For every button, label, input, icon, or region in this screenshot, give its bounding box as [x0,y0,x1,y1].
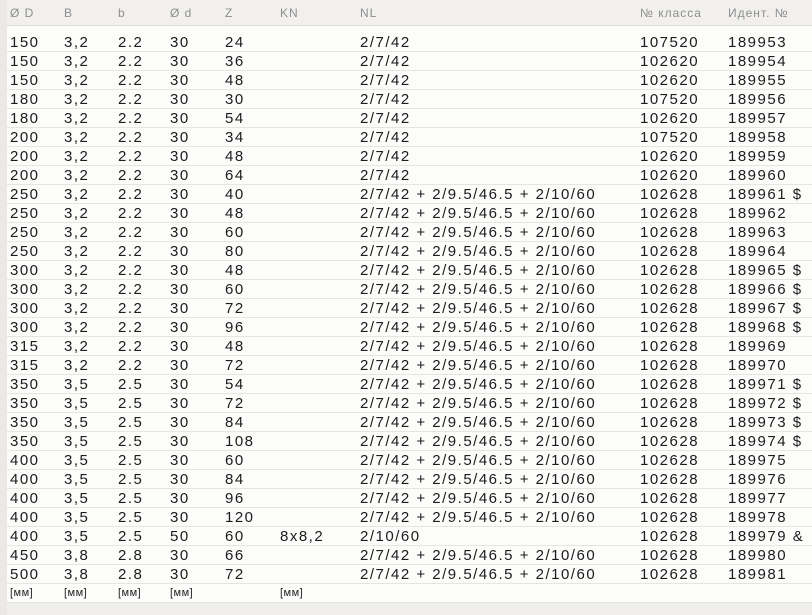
cell-b: 2.2 [118,261,144,279]
cell-d_outer: 315 [10,356,40,374]
cell-d_outer: 300 [10,299,40,317]
cell-B: 3,2 [64,90,90,108]
cell-class_no: 102628 [640,451,700,469]
cell-d_bore: 30 [170,242,190,260]
table-header-row [7,0,812,26]
cell-b: 2.2 [118,204,144,222]
unit-b: [мм] [118,587,142,599]
cell-NL: 2/7/42 + 2/9.5/46.5 + 2/10/60 [360,261,597,279]
table-row [7,489,812,508]
cell-ident_no: 189967 $ [728,299,803,317]
cell-Z: 64 [225,166,245,184]
cell-d_outer: 350 [10,432,40,450]
cell-ident_no: 189956 [728,90,788,108]
cell-Z: 96 [225,489,245,507]
cell-d_bore: 30 [170,546,190,564]
table-row [7,185,812,204]
cell-d_outer: 400 [10,527,40,545]
table-row [7,204,812,223]
unit-B: [мм] [64,587,88,599]
cell-NL: 2/7/42 [360,71,411,89]
cell-KN: 8x8,2 [280,527,325,545]
cell-Z: 48 [225,147,245,165]
table-row [7,527,812,546]
cell-B: 3,8 [64,546,90,564]
table-row [7,71,812,90]
cell-d_bore: 30 [170,52,190,70]
cell-Z: 60 [225,451,245,469]
cell-class_no: 102628 [640,546,700,564]
cell-ident_no: 189975 [728,451,788,469]
cell-NL: 2/7/42 + 2/9.5/46.5 + 2/10/60 [360,375,597,393]
table-row [7,33,812,52]
cell-b: 2.2 [118,166,144,184]
cell-b: 2.5 [118,432,144,450]
cell-d_bore: 30 [170,451,190,469]
cell-B: 3,2 [64,52,90,70]
cell-B: 3,5 [64,375,90,393]
cell-b: 2.2 [118,299,144,317]
cell-d_outer: 315 [10,337,40,355]
unit-d_outer: [мм] [10,587,34,599]
cell-Z: 72 [225,394,245,412]
cell-d_bore: 30 [170,204,190,222]
col-header-ident_no: Идент. № [728,5,789,20]
cell-Z: 48 [225,337,245,355]
table-row [7,356,812,375]
cell-B: 3,2 [64,109,90,127]
header-spacer [7,26,812,33]
cell-b: 2.5 [118,394,144,412]
cell-d_outer: 300 [10,280,40,298]
cell-d_outer: 250 [10,204,40,222]
cell-d_bore: 30 [170,261,190,279]
cell-class_no: 102628 [640,223,700,241]
cell-d_outer: 150 [10,52,40,70]
cell-ident_no: 189973 $ [728,413,803,431]
cell-ident_no: 189955 [728,71,788,89]
cell-B: 3,2 [64,33,90,51]
cell-d_bore: 30 [170,128,190,146]
cell-B: 3,5 [64,432,90,450]
cell-NL: 2/7/42 + 2/9.5/46.5 + 2/10/60 [360,242,597,260]
cell-class_no: 102628 [640,261,700,279]
cell-B: 3,5 [64,489,90,507]
cell-Z: 60 [225,280,245,298]
cell-class_no: 102628 [640,413,700,431]
table-row [7,508,812,527]
cell-NL: 2/7/42 [360,166,411,184]
cell-d_bore: 30 [170,90,190,108]
cell-d_outer: 400 [10,451,40,469]
cell-Z: 72 [225,299,245,317]
cell-B: 3,5 [64,470,90,488]
cell-d_outer: 150 [10,71,40,89]
cell-ident_no: 189965 $ [728,261,803,279]
cell-NL: 2/7/42 + 2/9.5/46.5 + 2/10/60 [360,318,597,336]
cell-d_outer: 180 [10,109,40,127]
cell-NL: 2/7/42 + 2/9.5/46.5 + 2/10/60 [360,413,597,431]
cell-ident_no: 189957 [728,109,788,127]
cell-b: 2.2 [118,71,144,89]
cell-NL: 2/7/42 + 2/9.5/46.5 + 2/10/60 [360,489,597,507]
cell-NL: 2/7/42 + 2/9.5/46.5 + 2/10/60 [360,451,597,469]
cell-class_no: 102628 [640,527,700,545]
cell-b: 2.8 [118,565,144,583]
cell-b: 2.2 [118,52,144,70]
cell-ident_no: 189968 $ [728,318,803,336]
cell-d_bore: 30 [170,337,190,355]
unit-d_bore: [мм] [170,587,194,599]
cell-d_bore: 30 [170,299,190,317]
cell-d_outer: 250 [10,223,40,241]
table-row [7,261,812,280]
cell-d_bore: 30 [170,147,190,165]
table-row [7,413,812,432]
cell-b: 2.5 [118,527,144,545]
cell-b: 2.2 [118,318,144,336]
cell-d_bore: 30 [170,109,190,127]
cell-d_bore: 30 [170,280,190,298]
col-header-d_bore: Ø d [170,5,193,20]
cell-NL: 2/7/42 + 2/9.5/46.5 + 2/10/60 [360,470,597,488]
cell-b: 2.8 [118,546,144,564]
cell-NL: 2/7/42 + 2/9.5/46.5 + 2/10/60 [360,508,597,526]
cell-d_outer: 150 [10,33,40,51]
cell-B: 3,2 [64,128,90,146]
cell-B: 3,2 [64,318,90,336]
cell-Z: 84 [225,470,245,488]
cell-ident_no: 189961 $ [728,185,803,203]
cell-NL: 2/10/60 [360,527,421,545]
cell-class_no: 107520 [640,33,700,51]
cell-b: 2.5 [118,375,144,393]
cell-b: 2.2 [118,33,144,51]
cell-NL: 2/7/42 + 2/9.5/46.5 + 2/10/60 [360,394,597,412]
cell-d_bore: 30 [170,356,190,374]
cell-d_outer: 200 [10,128,40,146]
cell-d_outer: 180 [10,90,40,108]
cell-Z: 96 [225,318,245,336]
table-row [7,337,812,356]
cell-B: 3,2 [64,261,90,279]
cell-d_bore: 30 [170,185,190,203]
cell-ident_no: 189958 [728,128,788,146]
table-row [7,166,812,185]
cell-ident_no: 189970 [728,356,788,374]
cell-class_no: 102620 [640,52,700,70]
cell-d_bore: 30 [170,223,190,241]
cell-NL: 2/7/42 + 2/9.5/46.5 + 2/10/60 [360,337,597,355]
cell-Z: 72 [225,565,245,583]
cell-Z: 120 [225,508,255,526]
cell-b: 2.2 [118,337,144,355]
cell-NL: 2/7/42 + 2/9.5/46.5 + 2/10/60 [360,546,597,564]
table-row [7,375,812,394]
cell-ident_no: 189959 [728,147,788,165]
cell-NL: 2/7/42 + 2/9.5/46.5 + 2/10/60 [360,432,597,450]
cell-b: 2.2 [118,109,144,127]
cell-B: 3,2 [64,166,90,184]
cell-ident_no: 189981 [728,565,788,583]
cell-NL: 2/7/42 + 2/9.5/46.5 + 2/10/60 [360,185,597,203]
cell-class_no: 107520 [640,90,700,108]
cell-b: 2.2 [118,356,144,374]
cell-NL: 2/7/42 [360,109,411,127]
table-row [7,242,812,261]
cell-B: 3,2 [64,299,90,317]
cell-class_no: 102628 [640,299,700,317]
cell-B: 3,2 [64,71,90,89]
cell-d_bore: 30 [170,413,190,431]
cell-NL: 2/7/42 [360,52,411,70]
cell-d_bore: 30 [170,565,190,583]
table-row [7,546,812,565]
cell-b: 2.5 [118,451,144,469]
cell-B: 3,2 [64,147,90,165]
table-row [7,318,812,337]
cell-d_outer: 250 [10,242,40,260]
cell-Z: 66 [225,546,245,564]
cell-d_outer: 200 [10,166,40,184]
cell-NL: 2/7/42 + 2/9.5/46.5 + 2/10/60 [360,356,597,374]
cell-d_outer: 200 [10,147,40,165]
cell-NL: 2/7/42 [360,128,411,146]
left-gutter [0,0,7,615]
cell-Z: 36 [225,52,245,70]
table-row [7,147,812,166]
cell-NL: 2/7/42 + 2/9.5/46.5 + 2/10/60 [360,565,597,583]
cell-NL: 2/7/42 [360,33,411,51]
cell-d_outer: 300 [10,261,40,279]
cell-d_outer: 400 [10,508,40,526]
cell-class_no: 102628 [640,280,700,298]
cell-NL: 2/7/42 + 2/9.5/46.5 + 2/10/60 [360,223,597,241]
cell-b: 2.5 [118,489,144,507]
table-row [7,565,812,584]
table-row [7,299,812,318]
cell-b: 2.2 [118,280,144,298]
cell-class_no: 102628 [640,318,700,336]
cell-Z: 30 [225,90,245,108]
cell-Z: 34 [225,128,245,146]
cell-d_outer: 450 [10,546,40,564]
cell-class_no: 102628 [640,489,700,507]
cell-ident_no: 189966 $ [728,280,803,298]
cell-class_no: 102628 [640,432,700,450]
cell-class_no: 102628 [640,375,700,393]
cell-B: 3,2 [64,185,90,203]
cell-b: 2.2 [118,128,144,146]
cell-B: 3,2 [64,223,90,241]
cell-ident_no: 189963 [728,223,788,241]
cell-Z: 54 [225,109,245,127]
cell-ident_no: 189980 [728,546,788,564]
cell-class_no: 102628 [640,508,700,526]
cell-B: 3,2 [64,242,90,260]
cell-d_bore: 30 [170,489,190,507]
cell-d_bore: 30 [170,166,190,184]
cell-class_no: 102628 [640,185,700,203]
cell-class_no: 102620 [640,71,700,89]
cell-Z: 48 [225,204,245,222]
table-row [7,470,812,489]
cell-B: 3,5 [64,413,90,431]
cell-ident_no: 189974 $ [728,432,803,450]
cell-b: 2.2 [118,147,144,165]
cell-class_no: 102628 [640,242,700,260]
cell-ident_no: 189964 [728,242,788,260]
cell-Z: 84 [225,413,245,431]
cell-class_no: 102628 [640,337,700,355]
cell-B: 3,5 [64,508,90,526]
cell-d_bore: 30 [170,394,190,412]
cell-class_no: 102628 [640,470,700,488]
cell-class_no: 102628 [640,356,700,374]
cell-d_outer: 350 [10,394,40,412]
col-header-d_outer: Ø D [10,5,35,20]
cell-B: 3,5 [64,527,90,545]
cell-B: 3,5 [64,451,90,469]
table-row [7,432,812,451]
cell-d_outer: 300 [10,318,40,336]
cell-NL: 2/7/42 + 2/9.5/46.5 + 2/10/60 [360,204,597,222]
cell-ident_no: 189979 & [728,527,805,545]
cell-B: 3,2 [64,204,90,222]
cell-Z: 48 [225,261,245,279]
cell-B: 3,2 [64,356,90,374]
cell-d_bore: 30 [170,71,190,89]
cell-Z: 24 [225,33,245,51]
cell-Z: 60 [225,223,245,241]
cell-class_no: 102628 [640,204,700,222]
table-row [7,52,812,71]
cell-d_outer: 400 [10,470,40,488]
cell-d_bore: 30 [170,375,190,393]
col-header-b: b [118,5,126,20]
cell-d_bore: 30 [170,432,190,450]
cell-B: 3,5 [64,394,90,412]
cell-ident_no: 189960 [728,166,788,184]
cell-b: 2.2 [118,242,144,260]
cell-d_outer: 350 [10,375,40,393]
cell-B: 3,2 [64,337,90,355]
cell-d_bore: 30 [170,508,190,526]
cell-NL: 2/7/42 + 2/9.5/46.5 + 2/10/60 [360,299,597,317]
table-units-row [7,584,812,603]
cell-NL: 2/7/42 [360,147,411,165]
unit-KN: [мм] [280,587,304,599]
table-row [7,128,812,147]
cell-B: 3,8 [64,565,90,583]
col-header-KN: KN [280,5,299,20]
cell-class_no: 102620 [640,109,700,127]
cell-b: 2.2 [118,223,144,241]
cell-d_outer: 500 [10,565,40,583]
table-row [7,394,812,413]
cell-ident_no: 189954 [728,52,788,70]
col-header-Z: Z [225,5,234,20]
cell-Z: 40 [225,185,245,203]
cell-b: 2.5 [118,470,144,488]
cell-class_no: 102620 [640,166,700,184]
col-header-B: B [64,5,74,20]
cell-d_bore: 30 [170,470,190,488]
cell-NL: 2/7/42 + 2/9.5/46.5 + 2/10/60 [360,280,597,298]
table-row [7,280,812,299]
spec-table [7,0,812,603]
cell-b: 2.5 [118,413,144,431]
cell-class_no: 102628 [640,394,700,412]
cell-d_outer: 400 [10,489,40,507]
cell-Z: 48 [225,71,245,89]
cell-Z: 72 [225,356,245,374]
cell-Z: 54 [225,375,245,393]
cell-ident_no: 189978 [728,508,788,526]
cell-Z: 108 [225,432,255,450]
cell-b: 2.2 [118,185,144,203]
table-row [7,90,812,109]
col-header-class_no: № класса [640,5,702,20]
cell-ident_no: 189971 $ [728,375,803,393]
cell-ident_no: 189953 [728,33,788,51]
cell-d_bore: 50 [170,527,190,545]
table-row [7,451,812,470]
table-row [7,223,812,242]
col-header-NL: NL [360,5,378,20]
cell-d_bore: 30 [170,33,190,51]
cell-B: 3,2 [64,280,90,298]
cell-ident_no: 189969 [728,337,788,355]
cell-b: 2.5 [118,508,144,526]
cell-ident_no: 189962 [728,204,788,222]
cell-ident_no: 189976 [728,470,788,488]
table-row [7,109,812,128]
cell-d_outer: 250 [10,185,40,203]
cell-d_outer: 350 [10,413,40,431]
cell-Z: 80 [225,242,245,260]
cell-ident_no: 189977 [728,489,788,507]
cell-Z: 60 [225,527,245,545]
cell-d_bore: 30 [170,318,190,336]
cell-class_no: 107520 [640,128,700,146]
cell-class_no: 102620 [640,147,700,165]
cell-b: 2.2 [118,90,144,108]
cell-NL: 2/7/42 [360,90,411,108]
cell-ident_no: 189972 $ [728,394,803,412]
cell-class_no: 102628 [640,565,700,583]
table-body [7,33,812,584]
